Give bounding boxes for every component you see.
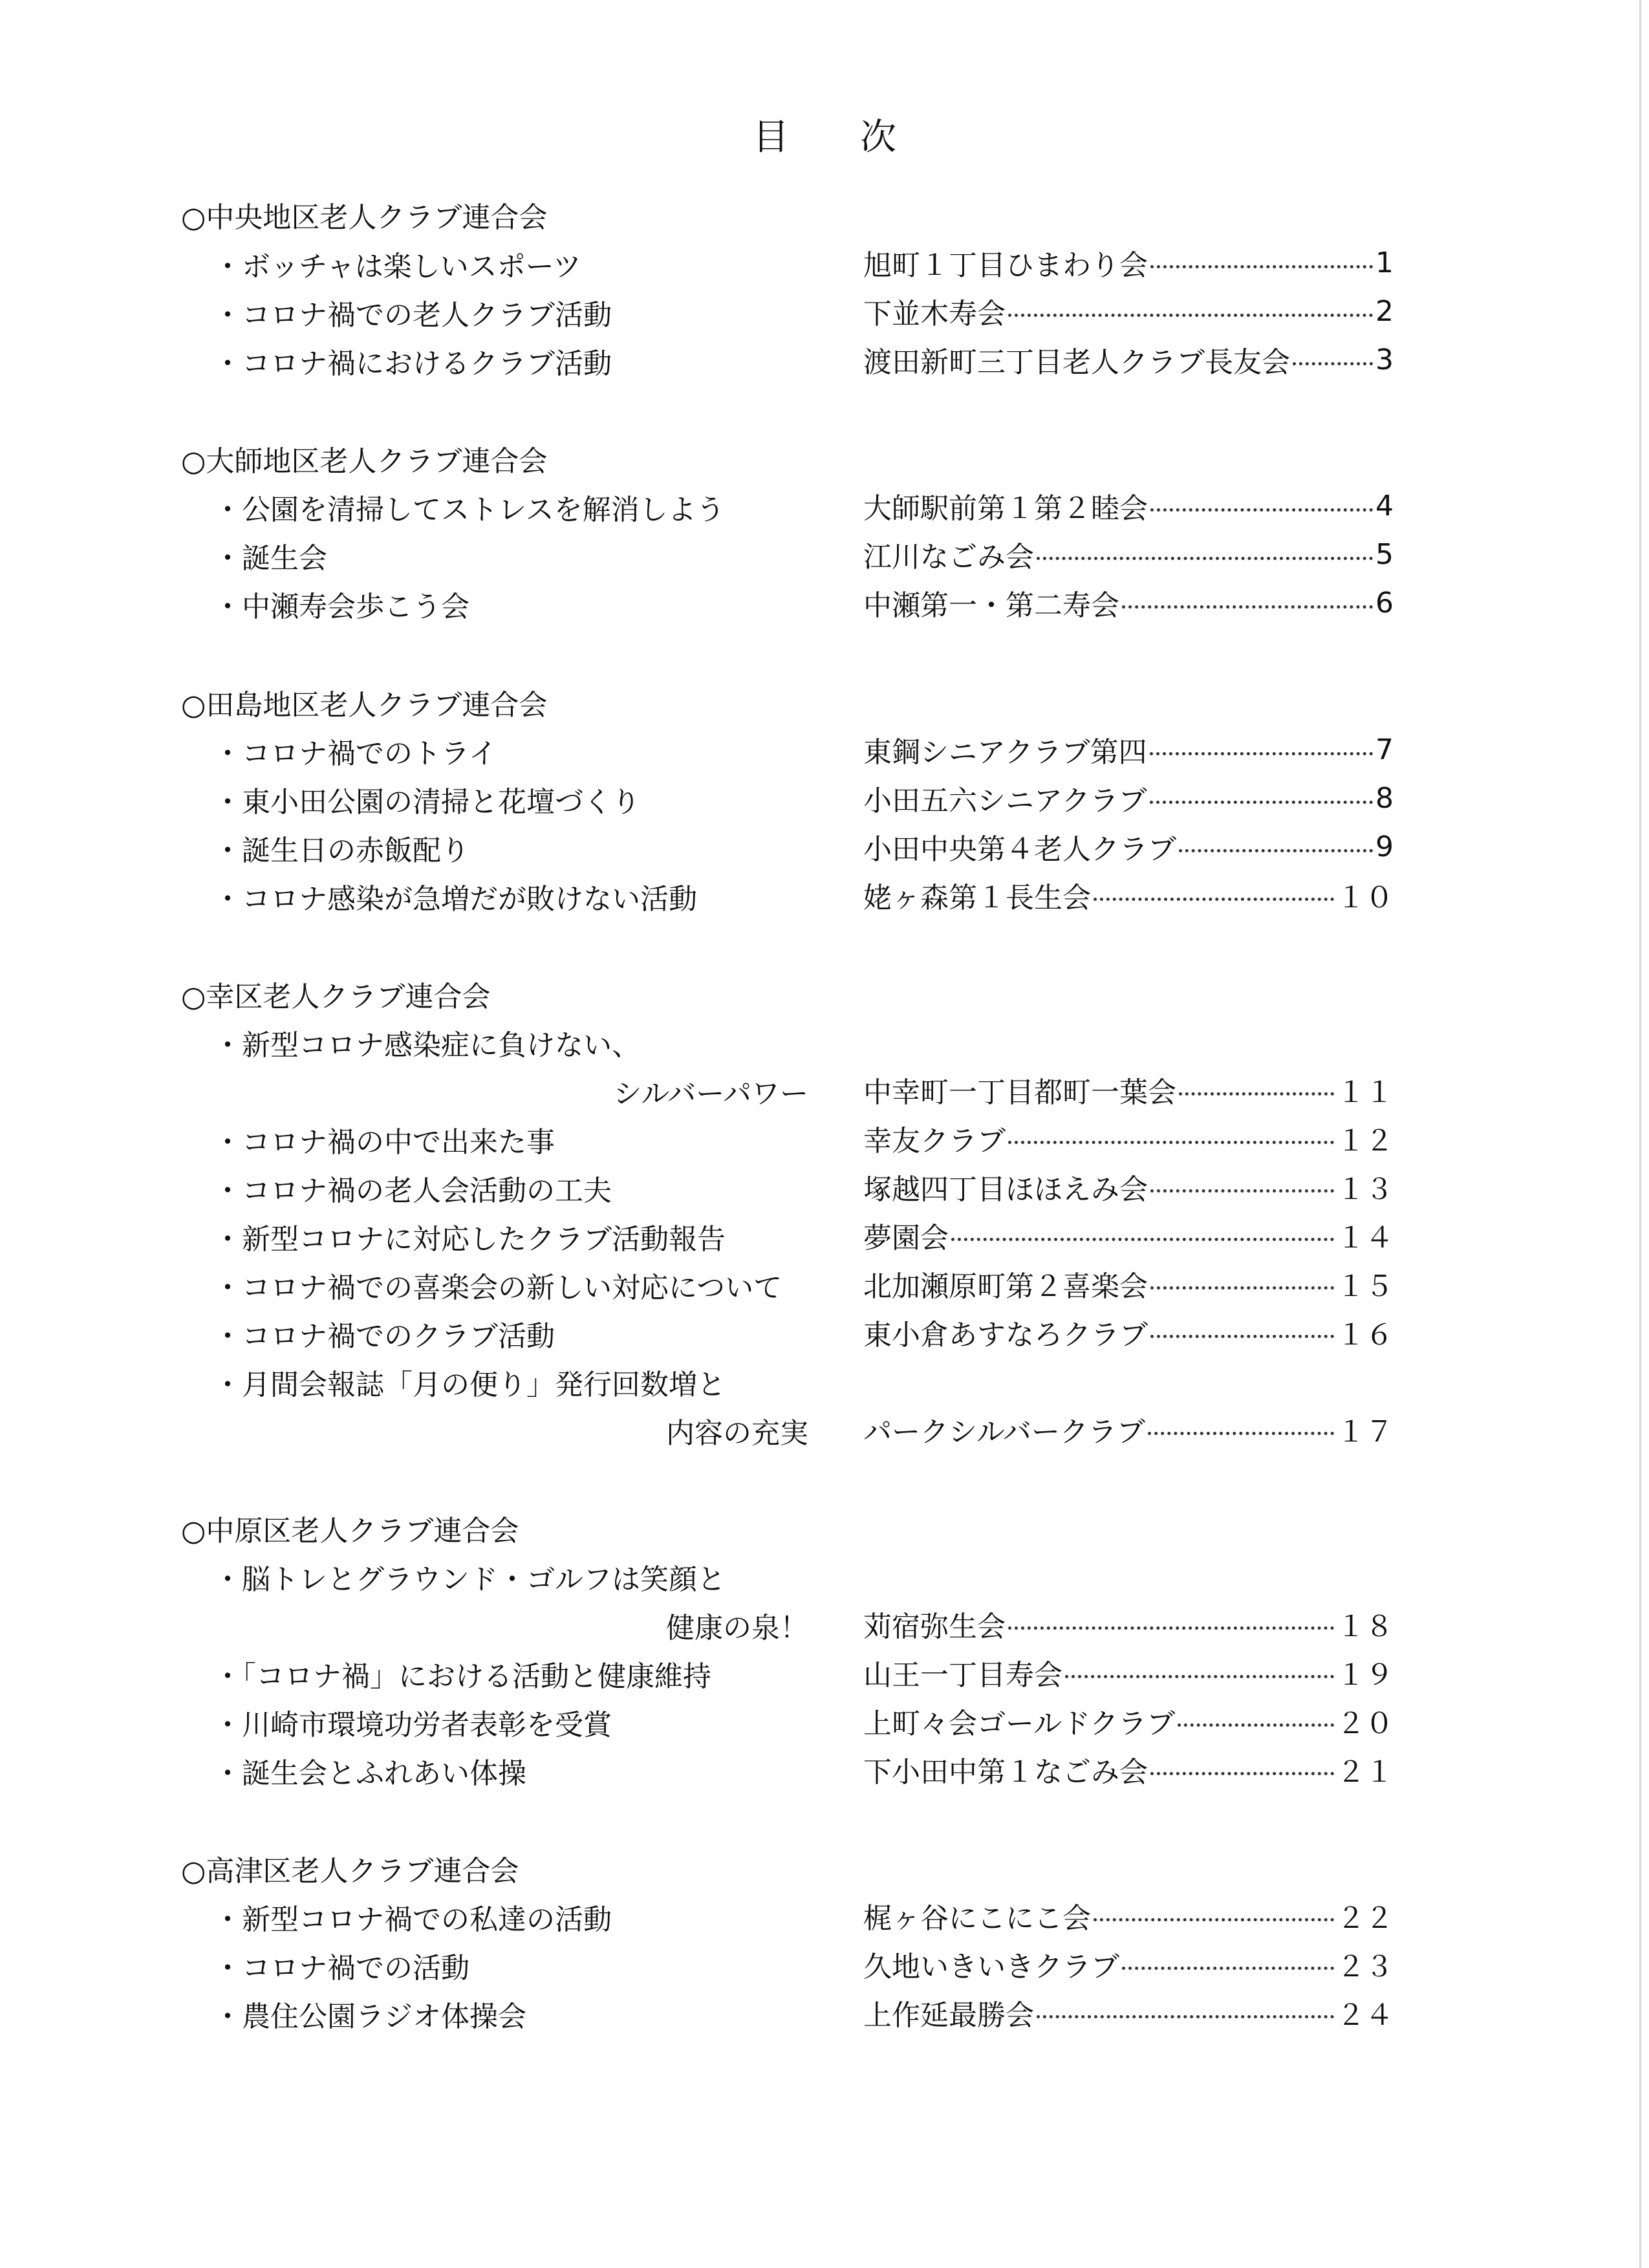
- dot-leader: [951, 1238, 1334, 1241]
- page-number: ２４: [1337, 1999, 1394, 2032]
- dot-leader: [1293, 362, 1373, 365]
- entry-title: ・脳トレとグラウンド・ゴルフは笑顔と: [213, 1563, 726, 1596]
- club-name: 小田五六シニアクラブ: [863, 784, 1147, 817]
- dot-leader: [1150, 1335, 1334, 1338]
- dot-leader: [1150, 1772, 1334, 1775]
- club-name: 大師駅前第１第２睦会: [863, 492, 1148, 525]
- section-heading: ○中央地区老人クラブ連合会: [181, 201, 548, 234]
- club-name: 夢園会: [863, 1222, 949, 1255]
- page-number: 5: [1375, 537, 1394, 571]
- section-heading: ○大師地区老人クラブ連合会: [181, 445, 548, 478]
- entry-title-continuation: シルバーパワー: [613, 1077, 808, 1110]
- club-name: 中瀬第一・第二寿会: [863, 589, 1119, 622]
- club-name: 北加瀬原町第２喜楽会: [863, 1270, 1148, 1303]
- dot-leader: [1150, 265, 1373, 268]
- entry-club-row: [863, 243, 1394, 282]
- dot-leader: [1008, 1626, 1334, 1630]
- page-number: １５: [1337, 1270, 1394, 1303]
- page-number: １３: [1337, 1173, 1394, 1206]
- entry-title-continuation: 内容の充実: [666, 1417, 808, 1450]
- club-name: 姥ヶ森第１長生会: [863, 881, 1091, 914]
- entry-club-row: [863, 583, 1394, 622]
- page-number: １７: [1337, 1416, 1394, 1449]
- entry-club-row: [863, 1119, 1394, 1158]
- dot-leader: [1178, 1723, 1334, 1727]
- dot-leader: [1122, 605, 1373, 609]
- page-number: ２０: [1337, 1707, 1394, 1740]
- dot-leader: [1037, 2015, 1334, 2018]
- dot-leader: [1122, 1967, 1334, 1970]
- club-name: 苅宿弥生会: [863, 1610, 1006, 1643]
- page-number: ２１: [1337, 1756, 1394, 1789]
- section-heading: ○幸区老人クラブ連合会: [181, 980, 491, 1013]
- page-title-char-2: 次: [860, 116, 896, 158]
- entry-title: ・農住公園ラジオ体操会: [213, 2000, 526, 2033]
- dot-leader: [1150, 508, 1373, 512]
- club-name: 江川なごみ会: [863, 541, 1034, 574]
- entry-club-row: [863, 730, 1394, 769]
- page-number: １０: [1337, 881, 1394, 914]
- entry-title: ・コロナ禍におけるクラブ活動: [213, 347, 612, 380]
- entry-title-continuation: 健康の泉！: [666, 1612, 808, 1645]
- dot-leader: [1094, 1918, 1334, 1921]
- club-name: 東鋼シニアクラブ第四: [863, 736, 1147, 769]
- page-number: 9: [1375, 830, 1394, 863]
- club-name: 下小田中第１なごみ会: [863, 1756, 1148, 1789]
- entry-club-row: [863, 1896, 1394, 1935]
- dot-leader: [1008, 314, 1373, 317]
- dot-leader: [1150, 1189, 1334, 1193]
- dot-leader: [1008, 1141, 1334, 1144]
- club-name: 上町々会ゴールドクラブ: [863, 1707, 1176, 1740]
- entry-club-row: [863, 1313, 1394, 1352]
- club-name: 塚越四丁目ほほえみ会: [863, 1173, 1148, 1206]
- entry-club-row: [863, 876, 1394, 914]
- entry-club-row: [863, 1264, 1394, 1303]
- entry-club-row: [863, 1750, 1394, 1789]
- page-number: １９: [1337, 1659, 1394, 1692]
- entry-club-row: [863, 486, 1394, 525]
- entry-title: ・新型コロナ感染症に負けない、: [213, 1029, 640, 1062]
- entry-title: ・新型コロナに対応したクラブ活動報告: [213, 1223, 726, 1256]
- entry-title: ・コロナ感染が急増だが敗けない活動: [213, 883, 697, 916]
- club-name: 東小倉あすなろクラブ: [863, 1319, 1148, 1352]
- entry-title: ・コロナ禍でのトライ: [213, 737, 497, 770]
- page-number: 7: [1375, 733, 1394, 766]
- section-heading: ○高津区老人クラブ連合会: [181, 1855, 519, 1888]
- entry-club-row: [863, 827, 1394, 866]
- page-number: ２２: [1337, 1902, 1394, 1935]
- entry-title: ・コロナ禍の中で出来た事: [213, 1126, 555, 1159]
- entry-title: ・コロナ禍でのクラブ活動: [213, 1320, 555, 1353]
- entry-club-row: [863, 292, 1394, 330]
- entry-title: ・コロナ禍での老人クラブ活動: [213, 299, 612, 332]
- entry-title: ・月間会報誌「月の便り」発行回数増と: [213, 1368, 726, 1401]
- club-name: 渡田新町三丁目老人クラブ長友会: [863, 346, 1290, 379]
- page-title-char-1: 目: [753, 116, 789, 158]
- entry-club-row: [863, 779, 1394, 817]
- entry-club-row: [863, 1167, 1394, 1206]
- page-title: [0, 109, 1649, 160]
- section-heading: ○田島地区老人クラブ連合会: [181, 689, 548, 722]
- entry-club-row: [863, 340, 1394, 379]
- page-number: 1: [1375, 246, 1394, 279]
- entry-title: ・誕生会とふれあい体操: [213, 1757, 526, 1790]
- page-number: ２３: [1337, 1950, 1394, 1983]
- entry-title: ・コロナ禍の老人会活動の工夫: [213, 1174, 612, 1207]
- dot-leader: [1094, 898, 1334, 901]
- club-name: 幸友クラブ: [863, 1125, 1006, 1158]
- entry-club-row: [863, 1070, 1394, 1109]
- dot-leader: [1148, 1432, 1334, 1435]
- entry-title: ・「コロナ禍」における活動と健康維持: [213, 1660, 711, 1693]
- page-number: １１: [1337, 1076, 1394, 1109]
- dot-leader: [1150, 801, 1373, 804]
- club-name: パークシルバークラブ: [863, 1416, 1145, 1449]
- entry-title: ・誕生日の赤飯配り: [213, 834, 469, 867]
- entry-title: ・川崎市環境功労者表彰を受賞: [213, 1709, 612, 1742]
- club-name: 小田中央第４老人クラブ: [863, 833, 1176, 866]
- entry-club-row: [863, 1701, 1394, 1740]
- dot-leader: [1065, 1675, 1334, 1678]
- page-number: 2: [1375, 294, 1394, 328]
- page-number: １４: [1337, 1222, 1394, 1255]
- entry-club-row: [863, 1410, 1394, 1449]
- entry-title: ・ボッチャは楽しいスポーツ: [213, 250, 581, 283]
- club-name: 山王一丁目寿会: [863, 1659, 1062, 1692]
- entry-title: ・誕生会: [213, 542, 327, 575]
- page-number: 3: [1375, 343, 1394, 376]
- dot-leader: [1150, 1286, 1334, 1290]
- entry-club-row: [863, 1604, 1394, 1643]
- page-number: 8: [1375, 781, 1394, 815]
- entry-club-row: [863, 1945, 1394, 1983]
- entry-title: ・中瀬寿会歩こう会: [213, 590, 469, 623]
- dot-leader: [1037, 557, 1373, 560]
- page-number: 6: [1375, 586, 1394, 620]
- club-name: 上作延最勝会: [863, 1999, 1034, 2032]
- section-heading: ○中原区老人クラブ連合会: [181, 1515, 519, 1548]
- entry-title: ・新型コロナ禍での私達の活動: [213, 1903, 612, 1936]
- entry-title: ・東小田公園の清掃と花壇づくり: [213, 786, 640, 819]
- entry-title: ・コロナ禍での活動: [213, 1952, 469, 1985]
- dot-leader: [1150, 752, 1373, 755]
- dot-leader: [1179, 849, 1373, 852]
- club-name: 旭町１丁目ひまわり会: [863, 249, 1148, 282]
- page-number: １２: [1337, 1125, 1394, 1158]
- entry-club-row: [863, 535, 1394, 574]
- entry-club-row: [863, 1216, 1394, 1255]
- entry-title: ・コロナ禍での喜楽会の新しい対応について: [213, 1271, 782, 1304]
- page-number: 4: [1375, 489, 1394, 523]
- page-number: １８: [1337, 1610, 1394, 1643]
- entry-club-row: [863, 1993, 1394, 2032]
- page-number: １６: [1337, 1319, 1394, 1352]
- club-name: 久地いきいきクラブ: [863, 1950, 1119, 1983]
- club-name: 梶ヶ谷にこにこ会: [863, 1902, 1091, 1935]
- scan-edge: [1639, 0, 1641, 2268]
- club-name: 下並木寿会: [863, 297, 1006, 330]
- entry-club-row: [863, 1653, 1394, 1692]
- dot-leader: [1179, 1092, 1334, 1096]
- entry-title: ・公園を清掃してストレスを解消しよう: [213, 493, 725, 526]
- club-name: 中幸町一丁目都町一葉会: [863, 1076, 1176, 1109]
